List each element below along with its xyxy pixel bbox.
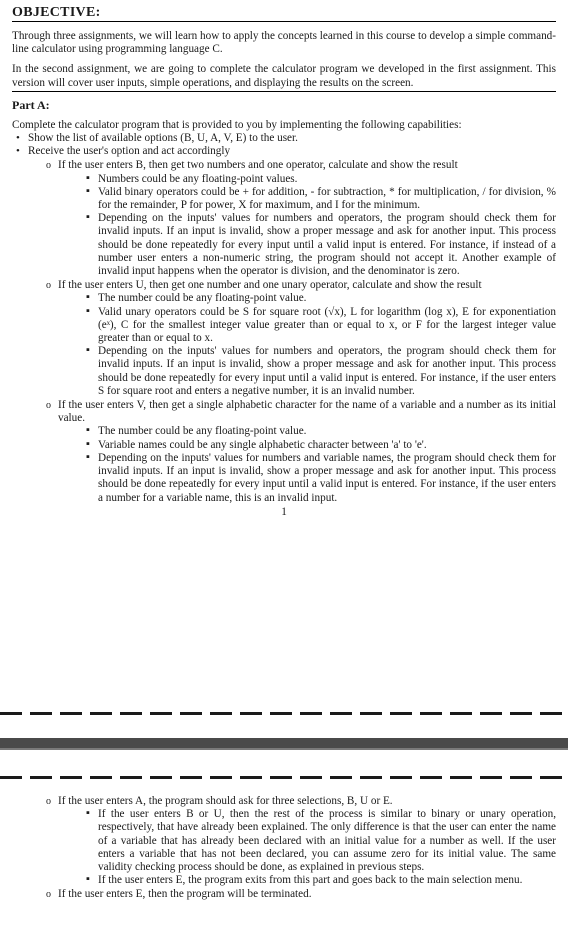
list-item: ▪ If the user enters E, the program exits from this part and goes back to the main selection menu.: [86, 873, 523, 887]
square-marker: ▪: [86, 807, 90, 820]
square-marker: ▪: [86, 450, 90, 463]
option-list-continued: [42, 795, 556, 902]
list-item: ▪ Variable names could be any single alphabetic character between 'a' to 'e'.: [86, 437, 427, 451]
option-v-item: o If the user enters V, then get a single alphabetic character for the name of a variable and a number as its initial value. ▪ The number could be any floating-point value. ▪ Variable names could be any single alphabetic character between 'a' to 'e'. ▪ Depending on the inputs' values for numbers and variable names, the program should check them for invalid inputs. If an input is invalid, show a proper message and ask for another input. This process should be done repeatedly for every input until a valid input is entered. For instance, if the user enters a number for a variable name, this is an invalid input.: [46, 399, 556, 504]
option-a-item: o If the user enters A, the program should ask for three selections, B, U or E. ▪ If the user enters B or U, then the rest of the process is similar to binary or unary operation, respectively, that have already been explained. The only difference is that the user can enter the name of a variable that has already been declared with an initial value for a number as well. If the user enters a variable that has not been declared, you can assume zero for its initial value. The same validity checking process should be done, as explained in previous steps. ▪ If the user enters E, the program exits from this part and goes back to the main selection menu.: [46, 795, 556, 887]
list-item: ▪ The number could be any floating-point value.: [86, 424, 307, 438]
square-marker: ▪: [86, 344, 90, 357]
capabilities-list: [12, 132, 556, 505]
list-item: ▪ Valid unary operators could be S for square root (√x), L for logarithm (log x), E for exponentiation (eˣ), C for the smallest integer value greater than or equal to x, or F for the largest integer value greater than or equal to x.: [86, 304, 556, 345]
part-a-heading: Part A:: [12, 97, 50, 112]
circle-marker: o: [46, 400, 51, 412]
option-b-points: [82, 173, 556, 279]
list-item: ▪ Numbers could be any floating-point values.: [86, 171, 298, 185]
bullet-marker: •: [16, 145, 20, 158]
assignment-paragraph: In the second assignment, we are going to complete the calculator program we developed in the first assignment. This version will cover user inputs, simple operations, and displaying the results on the screen.: [12, 63, 556, 91]
list-item: ▪ Depending on the inputs' values for numbers and operators, the program should check them for invalid inputs. If an input is invalid, show a proper message and ask for another input. This process should be done repeatedly for every input until a valid input is entered. For instance, if instead of a number user enters a non-numeric string, the program should not accept it. Another example of invalid input happens when the operator is division, and the denominator is zero.: [86, 211, 556, 278]
circle-marker: o: [46, 280, 51, 292]
option-u-item: o If the user enters U, then get one number and one unary operator, calculate and show the result ▪ The number could be any floating-point value. ▪ Valid unary operators could be S for square root (√x), L for logarithm (log x), E for exponentiation (eˣ), C for the smallest integer value greater than or equal to x, or F for the largest integer value greater than or equal to x. ▪ Depending on the inputs' values for numbers and operators, the program should check them for invalid inputs. If an input is invalid, show a proper message and ask for another input. This process should be done repeatedly for every input until a valid input is entered. For instance, if the user enters S for square root and enters a negative number, it is an invalid number.: [46, 279, 556, 397]
list-item: ▪ The number could be any floating-point value.: [86, 291, 307, 305]
option-b-item: o If the user enters B, then get two numbers and one operator, calculate and show the result ▪ Numbers could be any floating-point values. ▪ Valid binary operators could be + for addition, - for subtraction, * for multiplication, / for division, % for the remainder, P for power, X for maximum, and I for the minimum. ▪ Depending on the inputs' values for numbers and operators, the program should check them for invalid inputs. If an input is invalid, show a proper message and ask for another input. This process should be done repeatedly for every input until a valid input is entered. For instance, if instead of a number user enters a non-numeric string, the program should not accept it. Another example of invalid input happens when the operator is division, and the denominator is zero.: [46, 159, 556, 278]
list-item: ▪ Valid binary operators could be + for addition, - for subtraction, * for multiplication, / for division, % for the remainder, P for power, X for maximum, and I for the minimum.: [86, 184, 556, 212]
list-item: ▪ Depending on the inputs' values for numbers and operators, the program should check them for invalid inputs. If an input is invalid, show a proper message and ask for another input. This process should be done repeatedly for every input until a valid input is entered. For instance, if the user enters S for square root and enters a negative number, it is an invalid number.: [86, 344, 556, 397]
list-item: ▪ Depending on the inputs' values for numbers and variable names, the program should check them for invalid inputs. If an input is invalid, show a proper message and ask for another input. This process should be done repeatedly for every input until a valid input is entered. For instance, if the user enters a number for a variable name, this is an invalid input.: [86, 450, 556, 504]
page-gap-shadow: [0, 748, 568, 750]
square-marker: ▪: [86, 873, 90, 886]
option-v-points: [82, 425, 556, 504]
square-marker: ▪: [86, 211, 90, 224]
part-a-intro: Complete the calculator program that is provided to you by implementing the following capabilities:: [12, 118, 462, 131]
circle-marker: o: [46, 160, 51, 172]
square-marker: ▪: [86, 304, 90, 317]
square-marker: ▪: [86, 437, 90, 450]
list-item: ▪ If the user enters B or U, then the rest of the process is similar to binary or unary operation, respectively, that have already been explained. The only difference is that the user can enter the name of a variable that has already been declared with an initial value for a number as well. If the user enters a variable that has not been declared, you can assume zero for its initial value. The same validity checking process should be done, as explained in previous steps.: [86, 807, 556, 874]
list-item: • Show the list of available options (B, U, A, V, E) to the user.: [16, 132, 298, 145]
objective-heading: OBJECTIVE:: [12, 5, 556, 22]
circle-marker: o: [46, 796, 51, 807]
page-break-dashes-top: [0, 712, 568, 715]
option-list: [42, 159, 556, 504]
circle-marker: o: [46, 889, 51, 901]
option-a-points: [82, 808, 556, 887]
intro-paragraph: Through three assignments, we will learn how to apply the concepts learned in this course to develop a simple command-line calculator using programming language C.: [12, 30, 556, 56]
square-marker: ▪: [86, 171, 90, 184]
square-marker: ▪: [86, 184, 90, 197]
bullet-marker: •: [16, 132, 20, 145]
page-break-dashes-bottom: [0, 776, 568, 779]
square-marker: ▪: [86, 424, 90, 437]
square-marker: ▪: [86, 291, 90, 304]
option-e-item: o If the user enters E, then the program will be terminated.: [46, 888, 312, 901]
list-item: • Receive the user's option and act accordingly o If the user enters B, then get two numbers and one operator, calculate and show the result ▪ Numbers could be any floating-point values. ▪ Valid binary operators could be + for addition, - for subtraction, * for multiplication, / for division, % for the remainder, P for power, X for maximum, and I for the minimum. ▪ Depending on the inputs' values for numbers and operators, the program should check them for invalid inputs. If an input is invalid, show a proper message and ask for another input. This process should be done repeatedly for every input until a valid input is entered. For instance, if instead of a number user enters a non-numeric string, the program should not accept it. Another example of invalid input happens when the operator is division, and the denominator is zero. o If the user enters U, then get one number and one unary operator, calculate and show the result ▪ The number could be any floating-point value. ▪ Valid unary operators could be S for square root (√x), L for logarithm (log x), E for exponentiation (eˣ), C for the smallest integer value greater than or equal to x, or F for the largest integer value greater than or equal to x. ▪ Depending on the inputs' values for numbers and operators, the program should check them for invalid inputs. If an input is invalid, show a proper message and ask for another input. This process should be done repeatedly for every input until a valid input is entered. For instance, if the user enters S for square root and enters a negative number, it is an invalid number. o If the user enters V, then get a single alphabetic character for the name of a variable and a number as its initial value. ▪ The number could be any floating-point value. ▪ Variable names could be any single alphabetic character between 'a' to 'e'. ▪ Depending on the inputs' values for numbers and variable names, the program should check them for invalid inputs. If an input is invalid, show a proper message and ask for another input. This process should be done repeatedly for every input until a valid input is entered. For instance, if the user enters a number for a variable name, this is an invalid input.: [16, 145, 556, 504]
option-u-points: [82, 292, 556, 398]
page-number: 1: [281, 505, 287, 518]
document-page-2: [0, 794, 568, 948]
page-gap-band: [0, 738, 568, 748]
